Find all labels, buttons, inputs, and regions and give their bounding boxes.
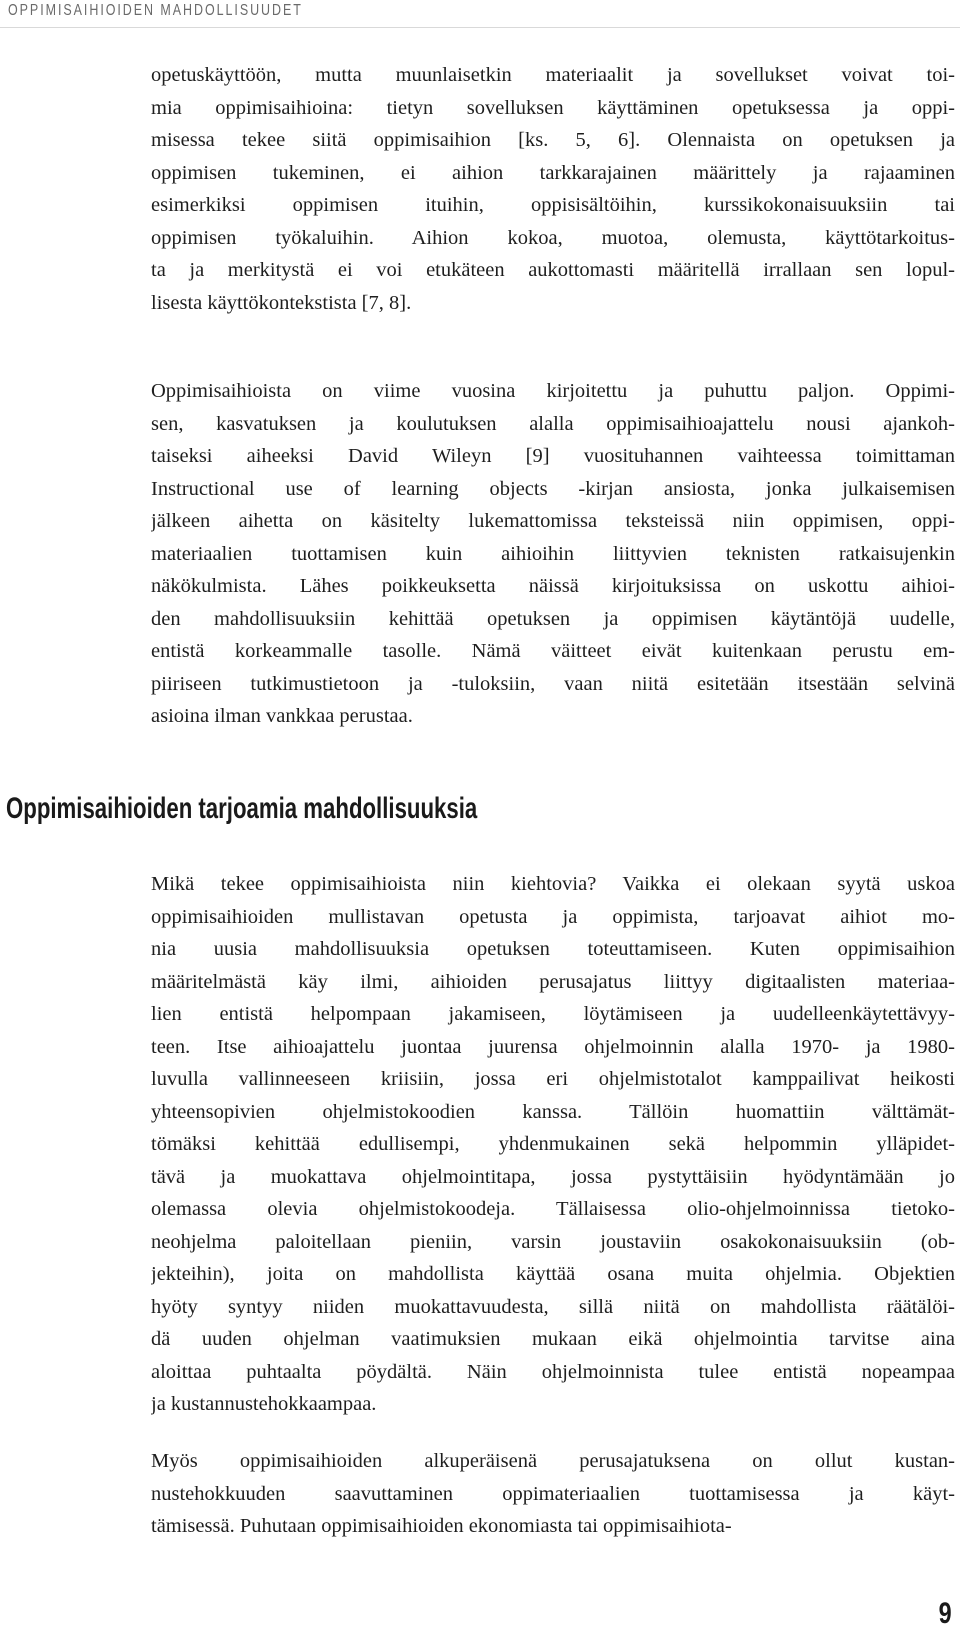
paragraph-text [151,375,955,733]
running-header: OPPIMISAIHIOIDEN MAHDOLLISUUDET [8,2,303,19]
page-number: 9 [938,1597,952,1630]
text-line: asioina ilman vankkaa perustaa. [151,705,413,727]
text-line: nia uusia mahdollisuuksia opetuksen toteuttamiseen. Kuten oppimisaihion [151,938,955,960]
text-line: Myös oppimisaihioiden alkuperäisenä perusajatuksena on ollut kustan- [151,1450,955,1472]
text-line: tävä ja muokattava ohjelmointitapa, jossa pystyttäisiin hyödyntämään jo [151,1165,955,1188]
text-line: nustehokkuuden saavuttaminen oppimateriaalien tuottamisessa ja käyt- [151,1482,955,1505]
text-line: piiriseen tutkimustietoon ja -tuloksiin, vaan niitä esitetään itsestään selvinä [151,672,955,695]
text-line: hyöty syntyy niiden muokattavuudesta, sillä niitä on mahdollista räätälöi- [151,1295,955,1318]
paragraph [151,375,955,733]
text-line: den mahdollisuuksiin kehittää opetuksen ja oppimisen käytäntöjä uudelle, [151,607,955,630]
text-line: neohjelma paloitellaan pieniin, varsin joustaviin osakokonaisuuksiin (ob- [151,1230,955,1253]
paragraph [151,59,955,319]
text-line: määritelmästä käy ilmi, aihioiden perusajatus liittyy digitaalisten materiaa- [151,970,955,993]
text-line: dä uuden ohjelman vaatimuksien mukaan eikä ohjelmointia tarvitse aina [151,1328,955,1350]
text-line: jekteihin), joita on mahdollista käyttää osana muita ohjelmia. Objektien [151,1263,955,1285]
text-line: lisesta käyttökontekstista [7, 8]. [151,291,412,314]
text-line: esimerkiksi oppimisen ituihin, oppisisältöihin, kurssikokonaisuuksiin tai [151,194,955,216]
text-line: yhteensopivien ohjelmistokoodien kanssa. Tällöin huomattiin välttämät- [151,1100,955,1123]
text-line: oppimisaihioiden mullistavan opetusta ja oppimista, tarjoavat aihiot mo- [151,905,955,928]
text-line: materiaalien tuottamisen kuin aihioihin liittyvien teknisten ratkaisujenkin [151,542,955,565]
text-line: Oppimisaihioista on viime vuosina kirjoitettu ja puhuttu paljon. Oppimi- [151,380,955,402]
text-line: oppimisen työkaluihin. Aihion kokoa, muotoa, olemusta, käyttötarkoitus- [151,226,955,249]
text-line: sen, kasvatuksen ja koulutuksen alalla oppimisaihioajattelu nousi ajankoh- [151,412,955,435]
text-line: ta ja merkitystä ei voi etukäteen aukottomasti määritellä irrallaan sen lopul- [151,259,955,281]
text-line: oppimisen tukeminen, ei aihion tarkkarajainen määrittely ja rajaaminen [151,161,955,184]
text-line: tämisessä. Puhutaan oppimisaihioiden ekonomiasta tai oppimisaihiota- [151,1515,732,1537]
header-divider [0,27,960,28]
text-line: misessa tekee siitä oppimisaihion [ks. 5, 6]. Olennaista on opetuksen ja [151,129,955,151]
text-line: luvulla vallinneeseen kriisiin, jossa eri ohjelmistotalot kamppailivat heikosti [151,1068,955,1090]
text-line: teen. Itse aihioajattelu juontaa juurensa ohjelmoinnin alalla 1970- ja 1980- [151,1035,955,1058]
text-line: aloittaa puhtaalta pöydältä. Näin ohjelmoinnista tulee entistä nopeampaa [151,1360,955,1383]
text-line: Mikä tekee oppimisaihioista niin kiehtovia? Vaikka ei olekaan syytä uskoa [151,873,955,895]
text-line: Instructional use of learning objects -kirjan ansiosta, jonka julkaisemisen [151,477,955,500]
text-line: tömäksi kehittää edullisempi, yhdenmukainen sekä helpommin ylläpidet- [151,1133,955,1155]
text-line: ja kustannustehokkaampaa. [151,1393,377,1415]
paragraph-text [151,868,955,1421]
text-line: jälkeen aihetta on käsitelty lukemattomissa teksteissä niin oppimisen, oppi- [151,510,955,532]
paragraph-text [151,59,955,319]
text-line: lien entistä helpompaan jakamiseen, löytämiseen ja uudelleenkäytettävyy- [151,1003,955,1025]
paragraph [151,1445,955,1543]
text-line: mia oppimisaihioina: tietyn sovelluksen käyttäminen opetuksessa ja oppi- [151,96,955,119]
paragraph [151,868,955,1421]
text-line: entistä korkeammalle tasolle. Nämä väitteet eivät kuitenkaan perustu em- [151,640,955,662]
section-heading: Oppimisaihioiden tarjoamia mahdollisuuksia [6,792,478,825]
paragraph-text [151,1445,955,1543]
text-line: taiseksi aiheeksi David Wileyn [9] vuosituhannen vaihteessa toimittaman [151,445,955,467]
text-line: opetuskäyttöön, mutta muunlaisetkin materiaalit ja sovellukset voivat toi- [151,64,955,86]
text-line: olemassa olevia ohjelmistokoodeja. Tällaisessa olio-ohjelmoinnissa tietoko- [151,1198,955,1220]
text-line: näkökulmista. Lähes poikkeuksetta näissä kirjoituksissa on uskottu aihioi- [151,575,955,597]
